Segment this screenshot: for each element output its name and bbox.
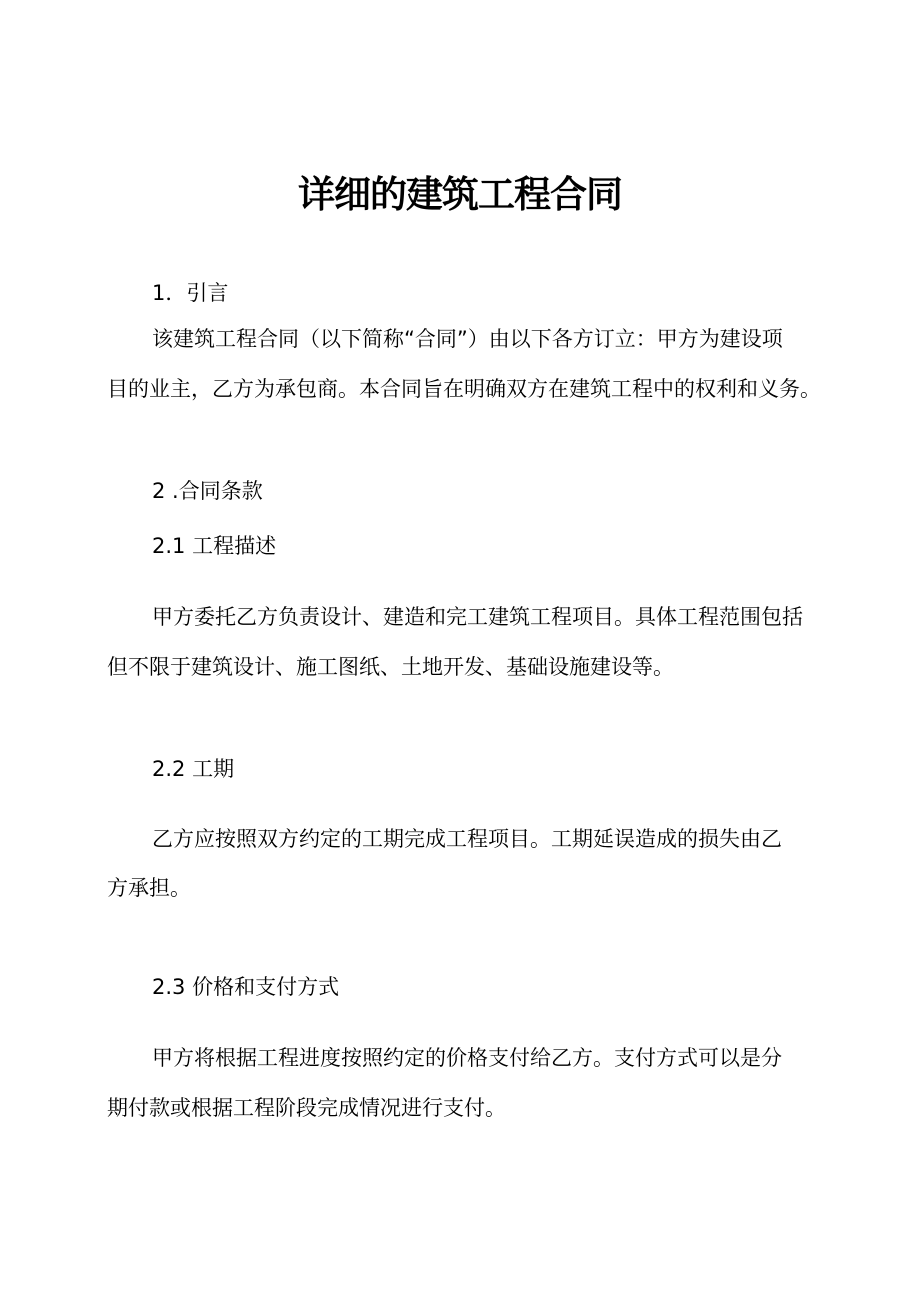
- paragraph-line: 甲方将根据工程进度按照约定的价格支付给乙方。支付方式可以是分: [152, 1046, 782, 1070]
- paragraph-line: 甲方委托乙方负责设计、建造和完工建筑工程项目。具体工程范围包括: [152, 605, 803, 629]
- paragraph-line: 期付款或根据工程阶段完成情况进行支付。: [107, 1096, 506, 1120]
- paragraph-line: 方承担。: [107, 876, 191, 900]
- paragraph-line: 但不限于建筑设计、施工图纸、土地开发、基础设施建设等。: [107, 655, 674, 679]
- paragraph-line: 该建筑工程合同（以下简称“合同”）由以下各方订立：甲方为建设项: [152, 327, 783, 351]
- section-heading-introduction: 1．引言: [152, 281, 229, 305]
- document-title: 详细的建筑工程合同: [298, 173, 622, 216]
- paragraph-line: 目的业主，乙方为承包商。本合同旨在明确双方在建筑工程中的权利和义务。: [107, 377, 821, 401]
- section-heading-price-payment: 2.3 价格和支付方式: [152, 975, 340, 999]
- section-heading-contract-terms: 2 .合同条款: [152, 479, 263, 503]
- section-heading-project-description: 2.1 工程描述: [152, 534, 277, 558]
- section-heading-schedule: 2.2 工期: [152, 757, 235, 781]
- paragraph-line: 乙方应按照双方约定的工期完成工程项目。工期延误造成的损失由乙: [152, 827, 782, 851]
